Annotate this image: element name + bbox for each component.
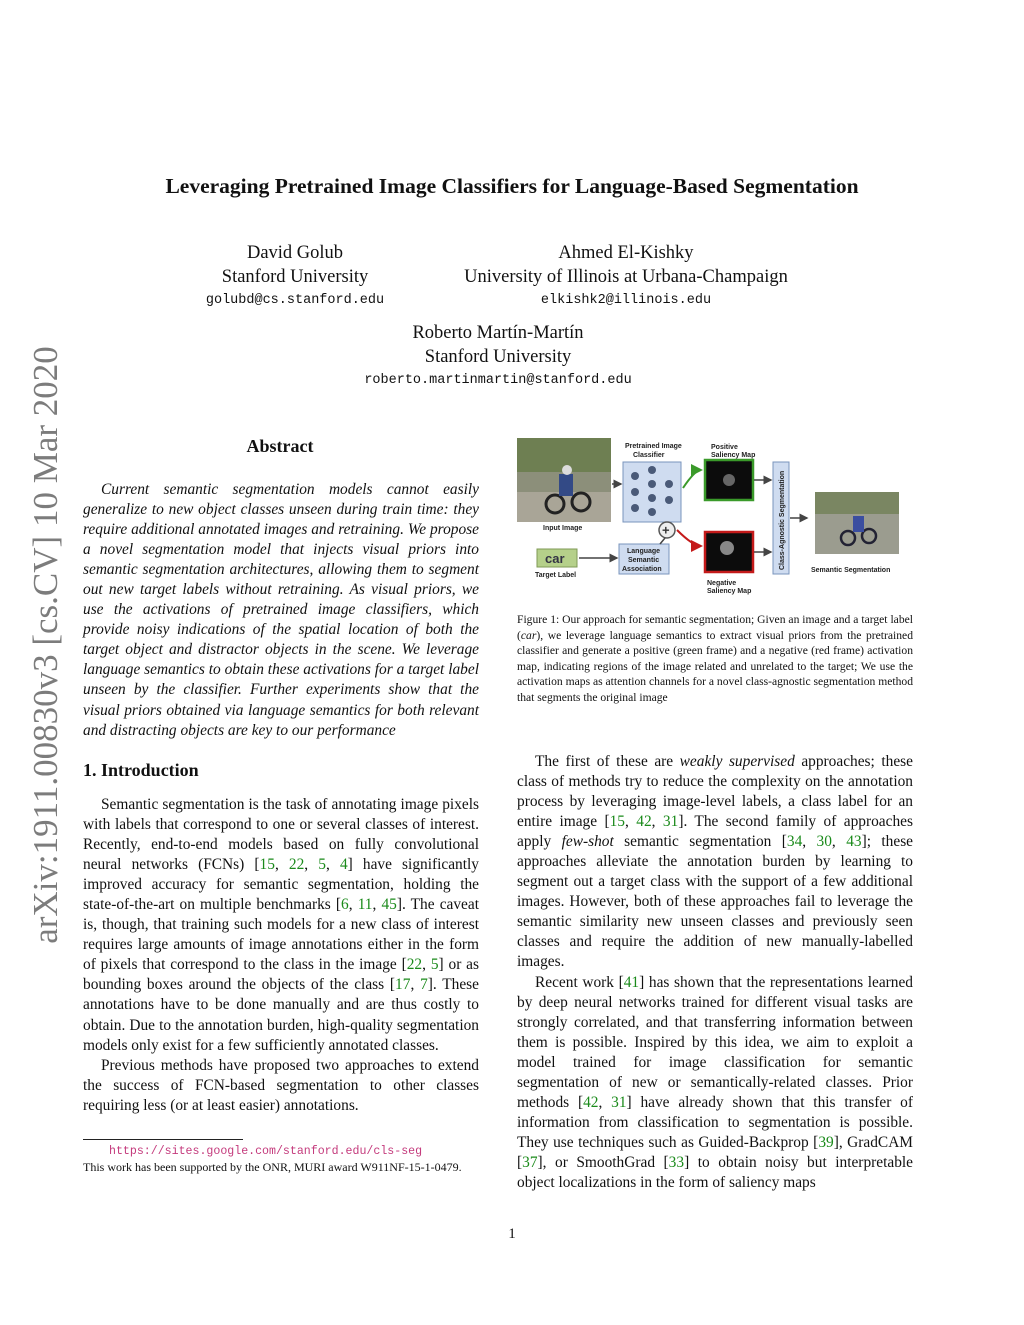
citation-link[interactable]: 7 bbox=[420, 976, 428, 994]
citation-link[interactable]: 34 bbox=[786, 833, 803, 851]
citation-link[interactable]: 22 bbox=[288, 856, 305, 874]
intro-body bbox=[83, 795, 479, 1116]
author-name: Ahmed El-Kishky bbox=[558, 243, 694, 263]
project-url-link[interactable]: https://sites.google.com/stanford.edu/cls-seg bbox=[109, 1145, 423, 1158]
citation-link[interactable]: 17 bbox=[395, 976, 411, 994]
author-block-2 bbox=[436, 241, 816, 308]
label-lang-3: Association bbox=[622, 566, 662, 573]
label-negative-2: Saliency Map bbox=[707, 588, 752, 595]
intro-paragraph-2: Previous methods have proposed two approaches to extend the success of FCN-based segmentation to other classes requiring less (or at least easier) annotations. bbox=[83, 1056, 479, 1114]
citation-link[interactable]: 39 bbox=[818, 1133, 834, 1151]
label-classifier-1: Pretrained Image bbox=[625, 443, 682, 450]
label-class-agnostic: Class-Agnostic Segmentation bbox=[779, 470, 786, 570]
page-number: 1 bbox=[508, 1226, 516, 1242]
citation-link[interactable]: 5 bbox=[318, 856, 326, 874]
citation-link[interactable]: 42 bbox=[636, 813, 652, 831]
citation-link[interactable]: 41 bbox=[623, 973, 640, 991]
citation-link[interactable]: 22 bbox=[406, 956, 423, 974]
citation-link[interactable]: 45 bbox=[381, 896, 397, 914]
classifier-network bbox=[623, 462, 681, 522]
right-column-body bbox=[517, 752, 913, 1193]
author-name: Roberto Martín-Martín bbox=[412, 323, 584, 343]
paper-title: Leveraging Pretrained Image Classifiers for Language-Based Segmentation bbox=[165, 174, 859, 198]
abstract-text bbox=[83, 480, 479, 741]
label-target-label: Target Label bbox=[535, 572, 577, 579]
citation-link[interactable]: 37 bbox=[522, 1153, 538, 1171]
citation-link[interactable]: 6 bbox=[341, 896, 349, 914]
citation-link[interactable]: 31 bbox=[662, 813, 679, 831]
abstract-paragraph: Current semantic segmentation models cannot easily generalize to new object classes unseen during train time: they require additional annotated images and retraining. We propose a novel segmentation model that injects visual priors into semantic segmentation architectures, allowing them to segment out new target labels without retraining. As visual priors, we use the activations of pretrained image classifiers, which provide noisy indications of the spatial location of both the target object and distractor objects in the scene. We leverage language semantics to obtain these activations for a target label unseen by the classifier. Further experiments show that the visual priors obtained via language semantics for both relevant and distracting objects are key to our performance bbox=[83, 481, 479, 739]
citation-link[interactable]: 30 bbox=[816, 833, 832, 851]
target-word: car bbox=[545, 551, 565, 566]
citation-link[interactable]: 11 bbox=[357, 896, 373, 914]
label-input-image: Input Image bbox=[543, 525, 583, 532]
arxiv-stamp bbox=[16, 340, 76, 950]
intro-paragraph-1: Semantic segmentation is the task of annotating image pixels with labels that correspond to one or several classes of interest. Recently, end-to-end models based on fully convolutional neural networks (FCNs) [15, 22, 5, 4] have significantly improved accuracy for semantic segmentation, holding the state-of-the-art on multiple benchmarks [6, 11, 45]. The caveat is, though, that training such models for a new class of interest requires large amounts of image annotations either in the form of pixels that correspond to the class in the image [22, 5] or as bounding boxes around the objects of the class [17, 7]. These annotations have to be done manually and are thus costly to obtain. Due to the annotation burden, high-quality segmentation models only exist for a few sufficiently annotated classes. bbox=[83, 796, 479, 1054]
label-lang-1: Language bbox=[627, 548, 661, 555]
author-affiliation: University of Illinois at Urbana-Champaign bbox=[464, 267, 788, 287]
citation-link[interactable]: 43 bbox=[846, 833, 862, 851]
author-block-1 bbox=[185, 241, 405, 308]
label-positive-2: Saliency Map bbox=[711, 452, 756, 459]
label-positive-1: Positive bbox=[711, 444, 738, 451]
segmentation-output-image bbox=[815, 492, 899, 554]
author-email[interactable]: golubd@cs.stanford.edu bbox=[205, 293, 385, 308]
author-block-3 bbox=[330, 321, 666, 388]
citation-link[interactable]: 31 bbox=[611, 1093, 627, 1111]
citation-link[interactable]: 33 bbox=[668, 1153, 685, 1171]
label-lang-2: Semantic bbox=[628, 557, 660, 564]
figure-1-diagram bbox=[515, 434, 915, 602]
label-negative-1: Negative bbox=[707, 580, 737, 587]
citation-link[interactable]: 15 bbox=[609, 813, 625, 831]
citation-link[interactable]: 5 bbox=[430, 956, 439, 974]
abstract-heading: Abstract bbox=[246, 436, 314, 456]
arxiv-id: arXiv:1911.00830v3 [cs.CV] 10 Mar 2020 bbox=[26, 346, 65, 944]
right-paragraph-2: Recent work [41] has shown that the representations learned by deep neural networks trained for different visual tasks are strongly correlated, and that transferring information between them is possible. Inspired by this idea, we aim to exploit a model trained for image classification for semantic segmentation of new or semantically-related classes. Prior methods [42, 31] have already shown that this transfer of information from classification to segmentation is possible. They use techniques such as Guided-Backprop [39], GradCAM [37], or SmoothGrad [33] to obtain noisy but interpretable object localizations in the form of saliency maps bbox=[517, 973, 913, 1191]
footnote-rule bbox=[83, 1139, 243, 1140]
plus-icon: + bbox=[662, 522, 670, 538]
author-name: David Golub bbox=[246, 243, 344, 263]
citation-link[interactable]: 15 bbox=[259, 856, 275, 874]
author-email[interactable]: roberto.martinmartin@stanford.edu bbox=[364, 373, 632, 388]
funding-note: This work has been supported by the ONR, MURI award W911NF-15-1-0479. bbox=[83, 1159, 462, 1174]
footnote bbox=[83, 1144, 479, 1175]
citation-link[interactable]: 42 bbox=[583, 1093, 599, 1111]
citation-link[interactable]: 4 bbox=[339, 856, 348, 874]
author-email[interactable]: elkishk2@illinois.edu bbox=[540, 293, 712, 308]
author-affiliation: Stanford University bbox=[221, 267, 369, 287]
section-heading-introduction: 1. Introduction bbox=[83, 760, 199, 780]
label-classifier-2: Classifier bbox=[633, 452, 665, 459]
author-affiliation: Stanford University bbox=[424, 347, 572, 367]
right-paragraph-1: The first of these are weakly supervised approaches; these class of methods try to reduce the complexity on the annotation process by leveraging image-level labels, a class label for an entire image [15, 42, 31]. The second family of approaches apply few-shot semantic segmentation [34, 30, 43]; these approaches alleviate the annotation burden by learning to segment out a target class with the support of a few additional images. However, both of these approaches fail to leverage the semantic similarity new unseen classes and previously seen classes and require the addition of new manually-labelled images. bbox=[517, 753, 914, 971]
label-semantic-segmentation: Semantic Segmentation bbox=[811, 567, 891, 574]
figure-1-caption: Figure 1: Our approach for semantic segmentation; Given an image and a target label (car), we leverage language semantics to extract visual priors from the pretrained classifier and generate a positive (green frame) and a negative (red frame) activation map, indicating regions of the image related and unrelated to the target; We use the activation maps as attention channels for a novel class-agnostic segmentation method that segments the original image bbox=[517, 613, 914, 704]
input-image bbox=[517, 438, 611, 522]
